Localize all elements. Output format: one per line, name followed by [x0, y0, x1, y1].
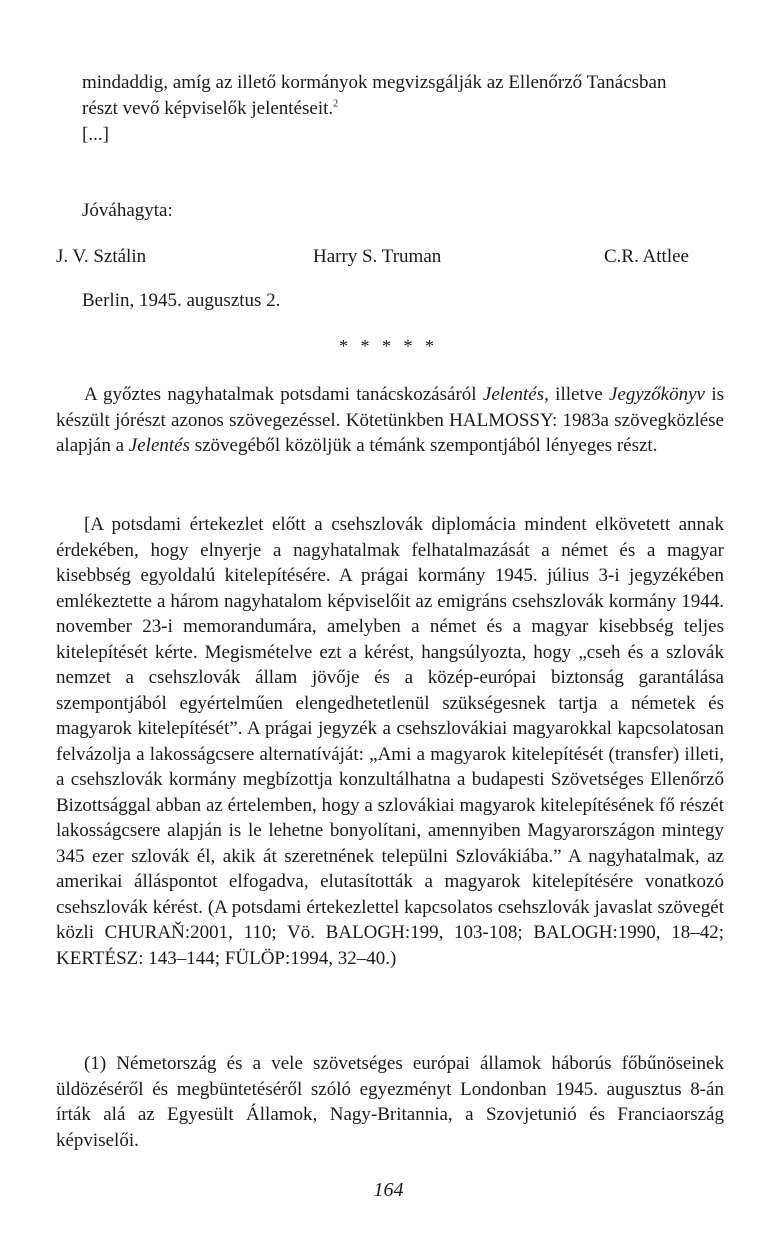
text-line-2: [82, 96, 338, 122]
intro-term-jelentes-2: Jelentés: [128, 435, 190, 456]
footnote-paragraph: [56, 1051, 724, 1153]
section-separator: * * * * *: [339, 336, 438, 356]
intro-part-3: is készült jórészt azonos szövegezéssel. Kötetünkben HALMOSSY: 1983a szövegközlése alapján a: [56, 384, 724, 456]
page-number: 164: [373, 1179, 404, 1201]
text-line-1: mindaddig, amíg az illető kormányok megvizsgálják az Ellenőrző Tanácsban: [82, 72, 667, 93]
approval-label: Jóváhagyta:: [82, 200, 173, 221]
intro-term-jegyzokonyv: Jegyzőkönyv: [608, 384, 705, 405]
commentary-text: [A potsdami értekezlet előtt a csehszlovák diplomácia mindent elkövetett annak érdekében, hogy elnyerje a nagyhatalmak felhatalmazását a német és a magyar kisebbség egyoldalú kitelepítésére. A prágai kormány 1945. július 3-i jegyzékében emlékeztette a három nagyhatalom képviselőit az emigráns csehszlovák kormány 1944. november 23-i memorandumára, amelyben a német és a magyar kisebbség teljes kitelepítését kérte. Megismételve ezt a kérést, hangsúlyozta, hogy „cseh és a szlovák nemzet a csehszlovák állam jövője és a közép-európai biztonság garantálása szempontjából egyértelműen elengedhetetlenül szükségesnek tartja a németek és magyarok kitelepítését”. A prágai jegyzék a csehszlovákiai magyarokkal kapcsolatosan felvázolja a lakosságcsere alternatíváját: „Ami a magyarok kitelepítését (transfer) illeti, a csehszlovák kormány megbízottja konzultálhatna a budapesti Szövetséges Ellenőrző Bizottsággal abban az értelemben, hogy a szlovákiai magyarok kitelepítésének fő részét lakosságcsere alapján is le lehetne bonyolítani, amennyiben Magyarországon mintegy 345 ezer szlovák él, akik át szeretnének települni Szlovákiába.” A nagyhatalmak, az amerikai álláspontot elfogadva, elutasították a magyarok kitelepítésére vonatkozó csehszlovák kérést. (A potsdami értekezlettel kapcsolatos csehszlovák javaslat szövegét közli CHURAŇ:2001, 110; Vö. BALOGH:199, 103-108; BALOGH:1990, 18–42; KERTÉSZ: 143–144; FÜLÖP:1994, 32–40.): [56, 514, 724, 969]
text-line-2-body: részt vevő képviselők jelentéseit.: [82, 98, 334, 119]
intro-part-4: szövegéből közöljük a témánk szempontjából lényeges részt.: [189, 435, 658, 456]
signatory-truman: Harry S. Truman: [313, 246, 442, 267]
ellipsis: [...]: [82, 124, 109, 145]
intro-part-1: A győztes nagyhatalmak potsdami tanácskozásáról: [84, 384, 483, 405]
footnote-mark: 2: [333, 98, 339, 110]
intro-part-2: illetve: [548, 384, 609, 405]
place-date: Berlin, 1945. augusztus 2.: [82, 290, 281, 311]
signatory-stalin: J. V. Sztálin: [56, 246, 147, 267]
commentary-paragraph: [56, 512, 724, 971]
signatory-attlee: C.R. Attlee: [604, 246, 689, 267]
intro-term-jelentes: Jelentés,: [482, 384, 549, 405]
footnote-text: (1) Németország és a vele szövetséges európai államok háborús főbűnöseinek üldözéséről és megbüntetéséről szóló egyezményt Londonban 1945. augusztus 8-án írták alá az Egyesült Államok, Nagy-Britannia, a Szovjetunió és Franciaország képviselői.: [56, 1053, 724, 1151]
intro-paragraph: [56, 382, 724, 459]
